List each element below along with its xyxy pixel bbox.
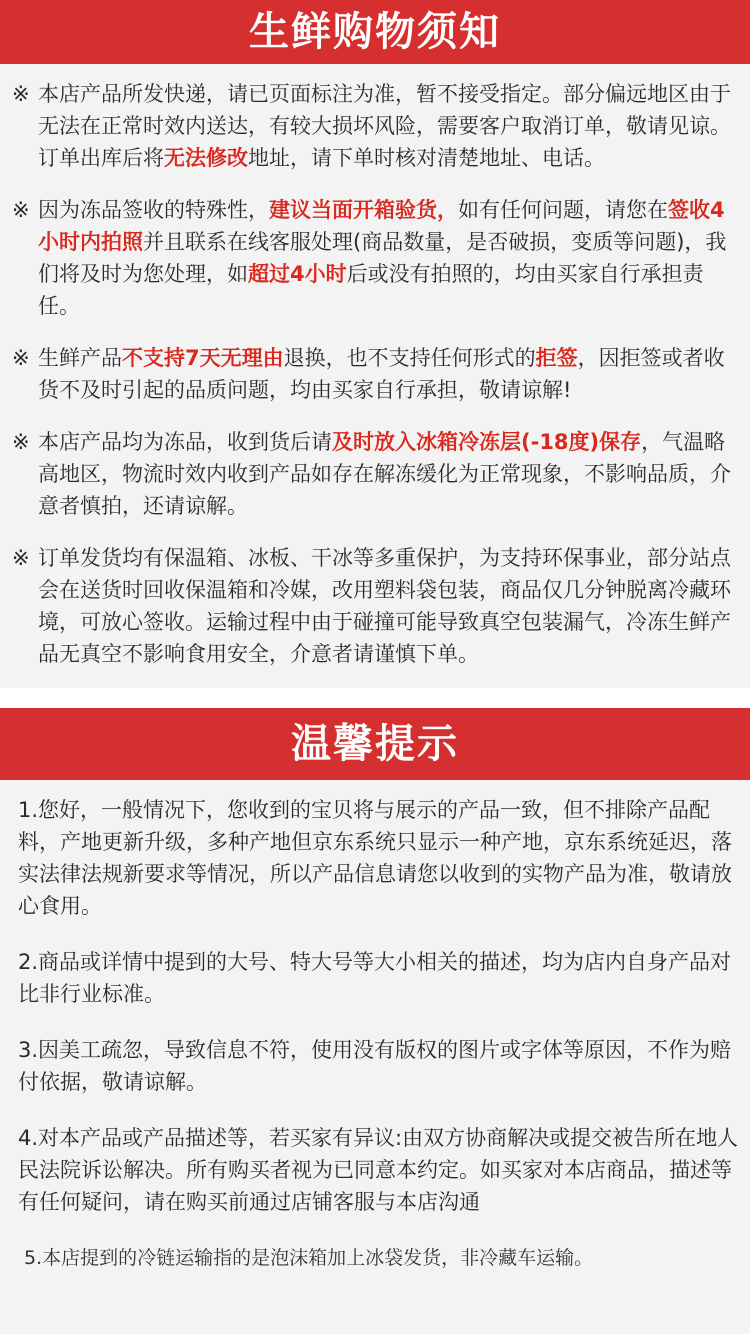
- tip-item: 1.您好，一般情况下，您收到的宝贝将与展示的产品一致，但不排除产品配料，产地更新升级，多种产地但京东系统只显示一种产地，京东系统延迟，落实法律法规新要求等情况，所以产品信息请您以收到的实物产品为准，敬请放心食用。: [18, 798, 732, 918]
- notice-text: ，因拒签或者收货不及时引起的品质问题，均由买家自行承担，敬请谅解!: [38, 346, 725, 402]
- reference-mark-icon: ※: [12, 198, 30, 222]
- reference-mark-icon: ※: [12, 82, 30, 106]
- highlight-text: 超过4小时: [248, 262, 347, 286]
- section-title-warm-tips: 温馨提示: [0, 708, 750, 780]
- highlight-text: 及时放入冰箱冷冻层(-18度)保存: [332, 430, 642, 454]
- reference-mark-icon: ※: [12, 430, 30, 454]
- highlight-text: 拒签: [535, 346, 578, 370]
- highlight-text: 建议当面开箱验货，: [269, 198, 458, 222]
- bottom-spacer: [0, 1294, 750, 1334]
- tip-item: 3.因美工疏忽，导致信息不符，使用没有版权的图片或字体等原因，不作为赔付依据，敬请谅解。: [18, 1038, 732, 1094]
- notice-text: 后或没有拍照的，均由买家自行承担责任。: [38, 262, 704, 318]
- notice-text: 并且联系在线客服处理(商品数量，是否破损，变质等问题)，我们将及时为您处理，如: [38, 230, 727, 286]
- notice-text: 订单发货均有保温箱、冰板、干冰等多重保护，为支持环保事业，部分站点会在送货时回收保温箱和冷媒，改用塑料袋包装，商品仅几分钟脱离冷藏环境，可放心签收。运输过程中由于碰撞可能导致真空包装漏气，冷冻生鲜产品无真空不影响食用安全，介意者请谨慎下单。: [38, 546, 731, 666]
- section-title-shopping-notice: 生鲜购物须知: [0, 0, 750, 64]
- notice-text: 生鲜产品: [38, 346, 122, 370]
- reference-mark-icon: ※: [12, 346, 30, 370]
- notice-text: ，气温略高地区，物流时效内收到产品如存在解冻缓化为正常现象，不影响品质，介意者慎拍，还请谅解。: [38, 430, 731, 518]
- tip-item: 2.商品或详情中提到的大号、特大号等大小相关的描述，均为店内自身产品对比非行业标准。: [18, 950, 732, 1006]
- tip-item: 5.本店提到的冷链运输指的是泡沫箱加上冰袋发货，非冷藏车运输。: [24, 1247, 594, 1269]
- reference-mark-icon: ※: [12, 546, 30, 570]
- highlight-text: 签收4小时内拍照: [38, 198, 725, 254]
- highlight-text: 无法修改: [164, 146, 248, 170]
- tip-item: 4.对本产品或产品描述等，若买家有异议:由双方协商解决或提交被告所在地人民法院诉讼解决。所有购买者视为已同意本约定。如买家对本店商品，描述等有任何疑问，请在购买前通过店铺客服与本店沟通: [18, 1126, 739, 1214]
- notice-item: [12, 426, 740, 522]
- notice-text: 地址，请下单时核对清楚地址、电话。: [248, 146, 605, 170]
- shopping-notice-panel: [0, 64, 750, 688]
- notice-item: [12, 78, 740, 174]
- notice-text: 本店产品所发快递，请已页面标注为准，暂不接受指定。部分偏远地区由于无法在正常时效内送达，有较大损坏风险，需要客户取消订单，敬请见谅。订单出库后将: [38, 82, 731, 170]
- notice-item: [12, 194, 740, 322]
- notice-text: 退换，也不支持任何形式的: [283, 346, 536, 370]
- warm-tips-panel: [0, 780, 750, 1294]
- notice-text: 本店产品均为冻品，收到货后请: [38, 430, 332, 454]
- notice-text: 如有任何问题，请您在: [458, 198, 668, 222]
- notice-item: [12, 542, 740, 670]
- highlight-text: 不支持7天无理由: [122, 346, 284, 370]
- notice-text: 因为冻品签收的特殊性，: [38, 198, 269, 222]
- notice-item: [12, 342, 740, 406]
